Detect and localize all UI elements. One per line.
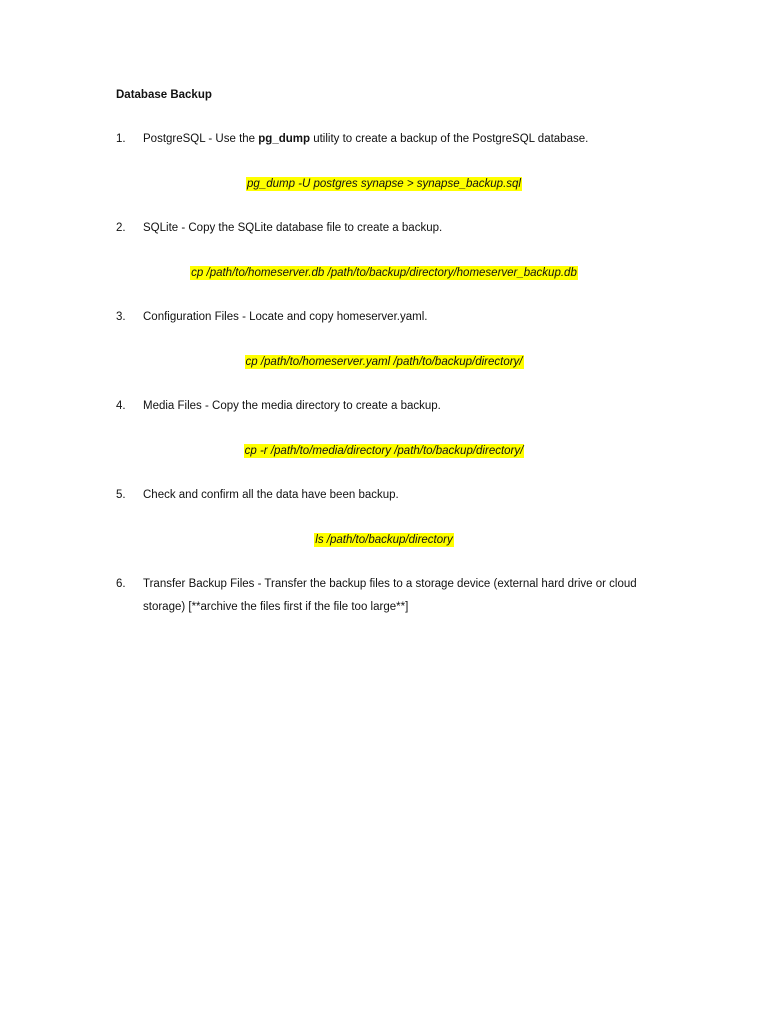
step-description: Configuration Files - Locate and copy homeserver.yaml.: [143, 311, 428, 323]
document-title: Database Backup: [116, 89, 212, 101]
step-text-bold: pg_dump: [258, 133, 311, 145]
command-block-3: [0, 354, 768, 370]
command-text: cp /path/to/homeserver.yaml /path/to/backup/directory/: [245, 356, 523, 368]
step-text-line-1: Transfer Backup Files - Transfer the backup files to a storage device (external hard drive or cloud: [143, 578, 637, 590]
command-block-1: [0, 176, 768, 192]
command-block-4: [0, 443, 768, 459]
step-number: 4.: [116, 400, 126, 412]
command-block-5: [0, 532, 768, 548]
command-text: cp /path/to/homeserver.db /path/to/backup/directory/homeserver_backup.db: [191, 267, 577, 279]
command-text: cp -r /path/to/media/directory /path/to/backup/directory/: [244, 445, 524, 457]
step-description: Check and confirm all the data have been backup.: [143, 489, 399, 501]
step-description: [143, 128, 673, 151]
step-number: 6.: [116, 578, 126, 590]
step-text-line-2: storage) [**archive the files first if the file too large**]: [143, 601, 409, 613]
step-description: SQLite - Copy the SQLite database file to create a backup.: [143, 222, 443, 234]
step-number: 2.: [116, 222, 126, 234]
step-text-before: PostgreSQL - Use the: [143, 133, 259, 145]
step-number: 3.: [116, 311, 126, 323]
command-text: pg_dump -U postgres synapse > synapse_backup.sql: [247, 178, 521, 190]
step-text-after: utility to create a backup of the PostgreSQL database.: [310, 133, 589, 145]
step-number: 5.: [116, 489, 126, 501]
command-text: ls /path/to/backup/directory: [315, 534, 453, 546]
step-number: 1.: [116, 133, 126, 145]
step-description: Media Files - Copy the media directory to create a backup.: [143, 400, 441, 412]
step-description: [143, 573, 673, 619]
command-block-2: [0, 265, 768, 281]
